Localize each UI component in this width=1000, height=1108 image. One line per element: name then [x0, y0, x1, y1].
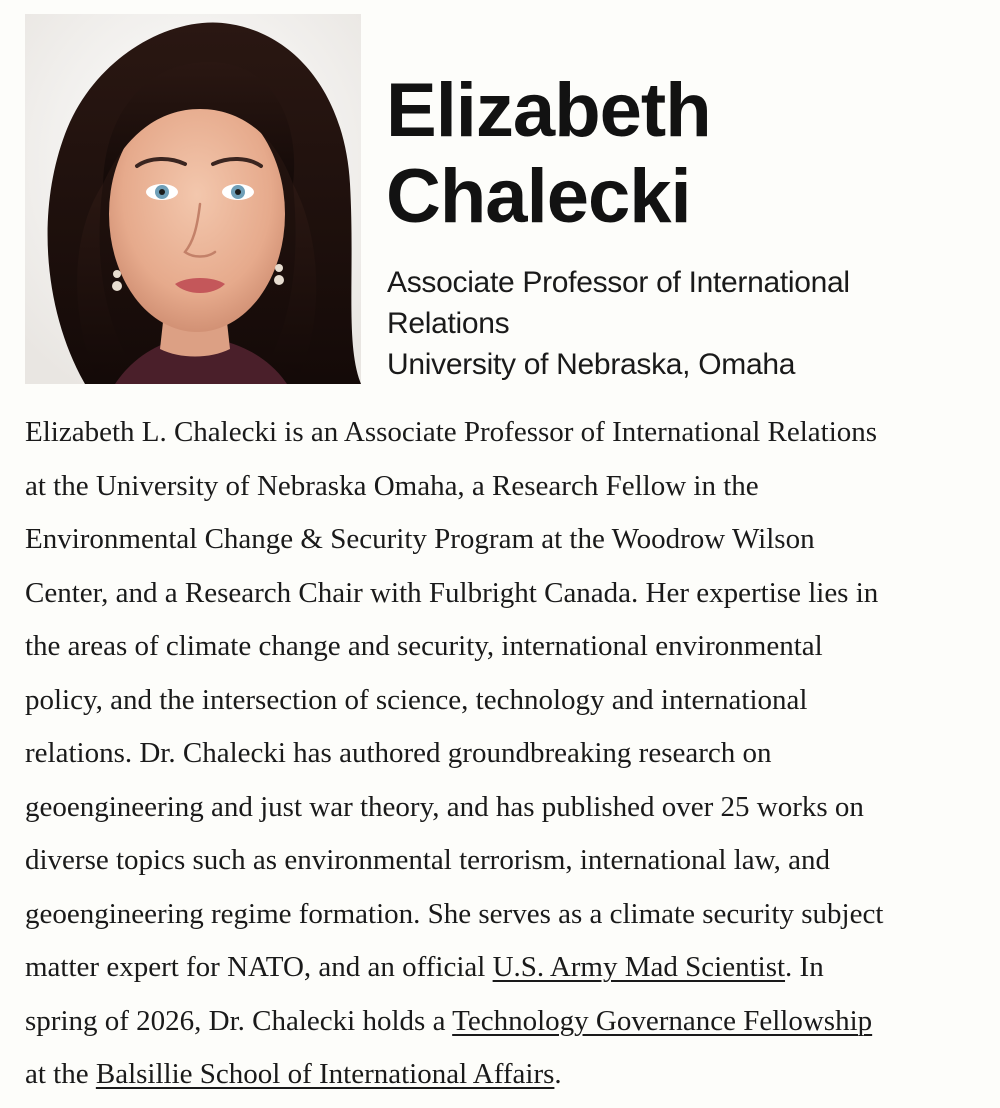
balsillie-school-link[interactable]: Balsillie School of International Affairs — [95, 1058, 555, 1090]
bio-line: geoengineering and just war theory, and has published over 25 works on — [25, 790, 864, 823]
bio-line: Elizabeth L. Chalecki is an Associate Professor of International Relations — [25, 416, 878, 448]
bio-line — [25, 995, 985, 1049]
bio-line: the areas of climate change and security, international environmental — [25, 630, 823, 662]
institution: University of Nebraska, Omaha — [387, 348, 796, 381]
person-name — [386, 68, 966, 240]
bio-text: matter expert for NATO, and an official — [25, 951, 493, 983]
portrait-photo — [25, 14, 361, 384]
name-last: Chalecki — [386, 154, 691, 239]
bio-text: at the — [25, 1058, 96, 1090]
bio-line: Environmental Change & Security Program at the Woodrow Wilson — [25, 523, 815, 555]
bio-paragraph — [25, 406, 985, 1102]
job-title-line2: Relations — [387, 307, 510, 340]
bio-text: . In — [785, 951, 824, 983]
name-first: Elizabeth — [386, 68, 711, 153]
bio-line: diverse topics such as environmental terrorism, international law, and — [25, 844, 831, 876]
bio-line — [25, 941, 985, 995]
bio-line — [25, 1048, 985, 1102]
affiliation — [387, 262, 967, 385]
bio-line: geoengineering regime formation. She serves as a climate security subject — [25, 897, 884, 930]
bio-text: spring of 2026, Dr. Chalecki holds a — [25, 1004, 453, 1037]
fellowship-link[interactable]: Technology Governance Fellowship — [452, 1004, 873, 1037]
bio-line: Center, and a Research Chair with Fulbright Canada. Her expertise lies in — [25, 576, 879, 609]
bio-line: policy, and the intersection of science, technology and international — [25, 683, 808, 716]
bio-line: at the University of Nebraska Omaha, a Research Fellow in the — [25, 469, 759, 502]
bio-text: . — [554, 1058, 562, 1090]
bio-line: relations. Dr. Chalecki has authored groundbreaking research on — [25, 737, 772, 769]
mad-scientist-link[interactable]: U.S. Army Mad Scientist — [492, 951, 786, 983]
job-title-line1: Associate Professor of International — [387, 266, 850, 299]
